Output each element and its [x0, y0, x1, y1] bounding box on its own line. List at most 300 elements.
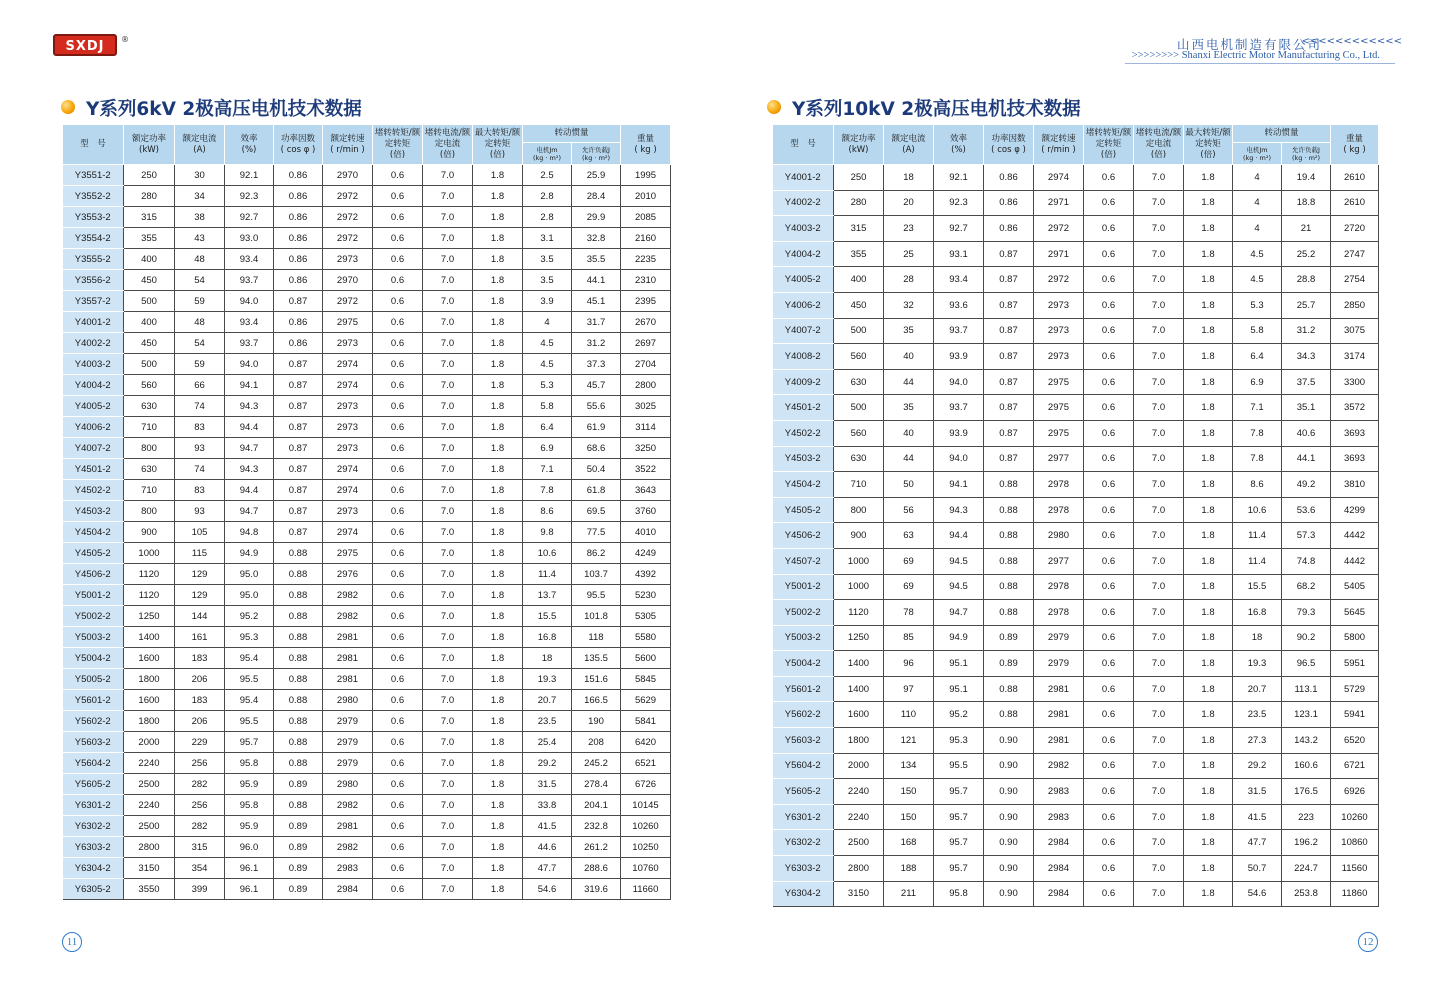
- data-cell: 1.8: [1184, 548, 1233, 574]
- data-cell: 0.89: [274, 879, 323, 900]
- data-cell: 7.0: [423, 270, 473, 291]
- header-power-factor: 功率因数 ( cos φ ): [274, 125, 323, 165]
- table-row: [63, 228, 671, 249]
- table-row: [63, 669, 671, 690]
- data-cell: 710: [834, 472, 884, 498]
- table-row: [63, 522, 671, 543]
- data-cell: 2085: [621, 207, 671, 228]
- data-cell: 2978: [1034, 472, 1084, 498]
- model-cell: Y5605-2: [63, 774, 124, 795]
- header-efficiency: 效率 (%): [934, 125, 984, 165]
- table-row: [773, 344, 1379, 370]
- data-cell: 0.88: [274, 732, 323, 753]
- data-cell: 94.3: [225, 396, 274, 417]
- data-cell: 2974: [323, 375, 373, 396]
- data-cell: 500: [834, 318, 884, 344]
- data-cell: 0.6: [1084, 472, 1134, 498]
- data-cell: 5841: [621, 711, 671, 732]
- data-cell: 211: [884, 881, 934, 907]
- data-cell: 7.0: [423, 711, 473, 732]
- data-cell: 2973: [323, 396, 373, 417]
- data-cell: 1.8: [473, 207, 523, 228]
- data-cell: 1000: [834, 574, 884, 600]
- data-cell: 7.0: [1134, 497, 1184, 523]
- data-cell: 1000: [124, 543, 175, 564]
- data-cell: 355: [834, 241, 884, 267]
- data-cell: 2982: [323, 795, 373, 816]
- data-cell: 0.88: [274, 543, 323, 564]
- data-cell: 2978: [1034, 497, 1084, 523]
- data-cell: 95.9: [225, 816, 274, 837]
- data-cell: 4.5: [1233, 267, 1282, 293]
- data-cell: 1.8: [473, 669, 523, 690]
- data-cell: 7.0: [423, 564, 473, 585]
- data-cell: 288.6: [572, 858, 621, 879]
- data-cell: 95.7: [934, 779, 984, 805]
- data-cell: 1.8: [1184, 318, 1233, 344]
- data-cell: 4: [1233, 216, 1282, 242]
- data-cell: 315: [124, 207, 175, 228]
- data-cell: 0.87: [984, 241, 1034, 267]
- table-row: [63, 627, 671, 648]
- data-cell: 0.6: [1084, 574, 1134, 600]
- data-cell: 7.0: [423, 816, 473, 837]
- data-cell: 50.4: [572, 459, 621, 480]
- model-cell: Y3552-2: [63, 186, 124, 207]
- table-row: [773, 600, 1379, 626]
- data-cell: 1.8: [473, 522, 523, 543]
- data-cell: 1.8: [473, 417, 523, 438]
- data-cell: 7.0: [423, 585, 473, 606]
- data-cell: 95.7: [225, 732, 274, 753]
- data-cell: 86.2: [572, 543, 621, 564]
- data-cell: 1600: [124, 648, 175, 669]
- data-cell: 1.8: [473, 711, 523, 732]
- data-cell: 28.8: [1282, 267, 1331, 293]
- data-cell: 19.4: [1282, 165, 1331, 191]
- data-cell: 0.6: [373, 669, 423, 690]
- data-cell: 103.7: [572, 564, 621, 585]
- data-cell: 2978: [1034, 574, 1084, 600]
- data-cell: 6926: [1331, 779, 1379, 805]
- data-cell: 93: [175, 501, 225, 522]
- data-cell: 7.0: [423, 606, 473, 627]
- data-cell: 2981: [1034, 702, 1084, 728]
- data-cell: 2310: [621, 270, 671, 291]
- data-cell: 2983: [1034, 804, 1084, 830]
- data-cell: 1.8: [1184, 753, 1233, 779]
- data-cell: 7.0: [1134, 728, 1184, 754]
- data-cell: 2800: [124, 837, 175, 858]
- data-cell: 6420: [621, 732, 671, 753]
- data-cell: 2240: [124, 795, 175, 816]
- model-cell: Y5604-2: [63, 753, 124, 774]
- data-cell: 29.2: [1233, 753, 1282, 779]
- data-cell: 25.9: [572, 165, 621, 186]
- model-cell: Y3551-2: [63, 165, 124, 186]
- registered-mark: ®: [121, 35, 129, 44]
- data-cell: 28: [884, 267, 934, 293]
- data-cell: 7.0: [423, 732, 473, 753]
- data-cell: 94.0: [225, 354, 274, 375]
- data-cell: 47.7: [523, 858, 572, 879]
- data-cell: 69: [884, 574, 934, 600]
- data-cell: 54.6: [1233, 881, 1282, 907]
- data-cell: 54: [175, 270, 225, 291]
- data-cell: 50.7: [1233, 856, 1282, 882]
- model-cell: Y3554-2: [63, 228, 124, 249]
- data-cell: 2977: [1034, 446, 1084, 472]
- model-cell: Y5002-2: [63, 606, 124, 627]
- data-cell: 0.88: [274, 753, 323, 774]
- data-cell: 5800: [1331, 625, 1379, 651]
- data-cell: 1.8: [473, 228, 523, 249]
- data-cell: 40: [884, 420, 934, 446]
- data-cell: 1.8: [1184, 369, 1233, 395]
- data-cell: 0.6: [373, 165, 423, 186]
- data-cell: 280: [124, 186, 175, 207]
- data-cell: 1.8: [473, 333, 523, 354]
- data-cell: 6521: [621, 753, 671, 774]
- data-cell: 7.0: [423, 774, 473, 795]
- model-cell: Y3553-2: [63, 207, 124, 228]
- data-cell: 7.0: [423, 837, 473, 858]
- data-cell: 630: [834, 369, 884, 395]
- data-cell: 143.2: [1282, 728, 1331, 754]
- data-cell: 176.5: [1282, 779, 1331, 805]
- data-cell: 45.7: [572, 375, 621, 396]
- data-cell: 6721: [1331, 753, 1379, 779]
- data-cell: 50: [884, 472, 934, 498]
- data-cell: 204.1: [572, 795, 621, 816]
- right-page-number: 12: [1358, 932, 1378, 952]
- data-cell: 95.1: [934, 676, 984, 702]
- data-cell: 1.8: [473, 480, 523, 501]
- data-cell: 57.3: [1282, 523, 1331, 549]
- data-cell: 3.9: [523, 291, 572, 312]
- data-cell: 35: [884, 318, 934, 344]
- data-cell: 3300: [1331, 369, 1379, 395]
- data-cell: 95.3: [934, 728, 984, 754]
- table-row: [63, 690, 671, 711]
- data-cell: 29.2: [523, 753, 572, 774]
- data-cell: 2984: [323, 879, 373, 900]
- data-cell: 0.87: [984, 395, 1034, 421]
- model-cell: Y4503-2: [773, 446, 834, 472]
- model-cell: Y6304-2: [773, 881, 834, 907]
- data-cell: 500: [124, 354, 175, 375]
- data-cell: 69.5: [572, 501, 621, 522]
- decorative-arrows: <<<<<<<<<<<<: [1301, 36, 1402, 47]
- table-row: [63, 417, 671, 438]
- data-cell: 1400: [834, 676, 884, 702]
- data-cell: 0.6: [1084, 548, 1134, 574]
- data-cell: 0.6: [1084, 676, 1134, 702]
- data-cell: 282: [175, 816, 225, 837]
- data-cell: 7.0: [423, 459, 473, 480]
- data-cell: 3643: [621, 480, 671, 501]
- model-cell: Y6301-2: [63, 795, 124, 816]
- data-cell: 900: [834, 523, 884, 549]
- data-cell: 3150: [124, 858, 175, 879]
- data-cell: 1.8: [473, 186, 523, 207]
- model-cell: Y5603-2: [773, 728, 834, 754]
- model-cell: Y4004-2: [773, 241, 834, 267]
- data-cell: 30: [175, 165, 225, 186]
- model-cell: Y6301-2: [773, 804, 834, 830]
- data-cell: 31.2: [1282, 318, 1331, 344]
- header-model: 型 号: [63, 125, 124, 165]
- data-cell: 35.1: [1282, 395, 1331, 421]
- data-cell: 183: [175, 648, 225, 669]
- data-cell: 85: [884, 625, 934, 651]
- data-cell: 166.5: [572, 690, 621, 711]
- model-cell: Y4009-2: [773, 369, 834, 395]
- model-cell: Y4506-2: [773, 523, 834, 549]
- data-cell: 2972: [1034, 216, 1084, 242]
- data-cell: 92.1: [934, 165, 984, 191]
- data-cell: 4: [1233, 190, 1282, 216]
- table-row: [63, 459, 671, 480]
- data-cell: 1800: [124, 711, 175, 732]
- data-cell: 77.5: [572, 522, 621, 543]
- data-cell: 93.9: [934, 420, 984, 446]
- data-cell: 0.6: [373, 837, 423, 858]
- data-cell: 94.1: [934, 472, 984, 498]
- table-row: [63, 543, 671, 564]
- data-cell: 6726: [621, 774, 671, 795]
- data-cell: 2240: [834, 804, 884, 830]
- data-cell: 0.6: [1084, 702, 1134, 728]
- data-cell: 95.8: [225, 753, 274, 774]
- data-cell: 94.8: [225, 522, 274, 543]
- data-cell: 315: [834, 216, 884, 242]
- data-cell: 7.0: [1134, 446, 1184, 472]
- table-row: [63, 375, 671, 396]
- model-cell: Y5002-2: [773, 600, 834, 626]
- data-cell: 2983: [323, 858, 373, 879]
- data-cell: 2974: [1034, 165, 1084, 191]
- table-row: [773, 267, 1379, 293]
- data-cell: 7.0: [1134, 574, 1184, 600]
- data-cell: 206: [175, 669, 225, 690]
- data-cell: 5.8: [523, 396, 572, 417]
- table-row: [773, 702, 1379, 728]
- data-cell: 0.6: [373, 228, 423, 249]
- data-cell: 44.6: [523, 837, 572, 858]
- model-cell: Y5004-2: [773, 651, 834, 677]
- data-cell: 113.1: [1282, 676, 1331, 702]
- data-cell: 0.6: [1084, 344, 1134, 370]
- data-cell: 7.0: [1134, 318, 1184, 344]
- data-cell: 44.1: [1282, 446, 1331, 472]
- data-cell: 15.5: [1233, 574, 1282, 600]
- data-cell: 79.3: [1282, 600, 1331, 626]
- data-cell: 0.87: [984, 318, 1034, 344]
- data-cell: 0.6: [373, 585, 423, 606]
- data-cell: 2976: [323, 564, 373, 585]
- data-cell: 0.87: [984, 369, 1034, 395]
- data-cell: 2973: [323, 249, 373, 270]
- data-cell: 93.4: [225, 249, 274, 270]
- data-cell: 150: [884, 804, 934, 830]
- data-cell: 31.7: [572, 312, 621, 333]
- data-cell: 33.8: [523, 795, 572, 816]
- header-locked-current: 堵转电流/额定电流 (倍): [1134, 125, 1184, 165]
- data-cell: 0.87: [984, 292, 1034, 318]
- data-cell: 0.87: [984, 446, 1034, 472]
- data-cell: 1.8: [473, 585, 523, 606]
- data-cell: 0.6: [373, 417, 423, 438]
- data-cell: 74.8: [1282, 548, 1331, 574]
- data-cell: 18: [884, 165, 934, 191]
- data-cell: 4299: [1331, 497, 1379, 523]
- data-cell: 10.6: [523, 543, 572, 564]
- data-cell: 25.4: [523, 732, 572, 753]
- data-cell: 56: [884, 497, 934, 523]
- data-cell: 1250: [834, 625, 884, 651]
- table-row: [773, 497, 1379, 523]
- header-inertia: 转动惯量: [523, 125, 621, 143]
- header-load-j: 允许负载J (kg · m²): [1282, 143, 1331, 165]
- data-cell: 37.3: [572, 354, 621, 375]
- data-cell: 0.6: [1084, 216, 1134, 242]
- model-cell: Y4004-2: [63, 375, 124, 396]
- data-cell: 18: [523, 648, 572, 669]
- data-cell: 93.7: [934, 318, 984, 344]
- data-cell: 7.0: [423, 627, 473, 648]
- data-cell: 7.0: [1134, 190, 1184, 216]
- model-cell: Y5003-2: [63, 627, 124, 648]
- model-cell: Y4505-2: [63, 543, 124, 564]
- data-cell: 3.5: [523, 270, 572, 291]
- data-cell: 0.6: [373, 795, 423, 816]
- data-cell: 0.90: [984, 856, 1034, 882]
- data-cell: 0.6: [1084, 446, 1134, 472]
- data-cell: 0.87: [274, 291, 323, 312]
- data-cell: 92.7: [225, 207, 274, 228]
- data-cell: 83: [175, 417, 225, 438]
- data-cell: 96: [884, 651, 934, 677]
- data-cell: 188: [884, 856, 934, 882]
- data-cell: 10260: [1331, 804, 1379, 830]
- data-cell: 280: [834, 190, 884, 216]
- data-cell: 7.0: [423, 291, 473, 312]
- right-spec-table: [772, 124, 1379, 907]
- data-cell: 3522: [621, 459, 671, 480]
- data-cell: 5580: [621, 627, 671, 648]
- data-cell: 90.2: [1282, 625, 1331, 651]
- data-cell: 0.6: [1084, 856, 1134, 882]
- data-cell: 0.6: [373, 774, 423, 795]
- data-cell: 2972: [323, 228, 373, 249]
- data-cell: 0.6: [1084, 497, 1134, 523]
- data-cell: 400: [834, 267, 884, 293]
- table-row: [773, 446, 1379, 472]
- data-cell: 7.0: [423, 417, 473, 438]
- data-cell: 2982: [323, 585, 373, 606]
- data-cell: 1.8: [1184, 625, 1233, 651]
- model-cell: Y4006-2: [63, 417, 124, 438]
- data-cell: 74: [175, 396, 225, 417]
- data-cell: 400: [124, 312, 175, 333]
- data-cell: 8.6: [1233, 472, 1282, 498]
- data-cell: 5729: [1331, 676, 1379, 702]
- right-table-body: [773, 165, 1379, 907]
- table-row: [63, 816, 671, 837]
- data-cell: 560: [124, 375, 175, 396]
- data-cell: 1.8: [1184, 856, 1233, 882]
- data-cell: 0.87: [274, 501, 323, 522]
- data-cell: 500: [834, 395, 884, 421]
- data-cell: 2984: [1034, 881, 1084, 907]
- data-cell: 94.7: [225, 438, 274, 459]
- data-cell: 0.88: [274, 627, 323, 648]
- data-cell: 0.88: [984, 574, 1034, 600]
- data-cell: 94.5: [934, 574, 984, 600]
- data-cell: 1.8: [473, 837, 523, 858]
- data-cell: 0.6: [373, 690, 423, 711]
- data-cell: 2977: [1034, 548, 1084, 574]
- data-cell: 0.6: [373, 858, 423, 879]
- data-cell: 1.8: [473, 648, 523, 669]
- data-cell: 0.6: [1084, 241, 1134, 267]
- data-cell: 94.0: [934, 446, 984, 472]
- data-cell: 2979: [323, 732, 373, 753]
- data-cell: 1120: [124, 564, 175, 585]
- data-cell: 2000: [834, 753, 884, 779]
- data-cell: 1.8: [1184, 651, 1233, 677]
- left-table-body: [63, 165, 671, 900]
- data-cell: 319.6: [572, 879, 621, 900]
- data-cell: 3075: [1331, 318, 1379, 344]
- data-cell: 0.86: [984, 190, 1034, 216]
- data-cell: 0.6: [373, 333, 423, 354]
- data-cell: 0.6: [1084, 190, 1134, 216]
- data-cell: 1.8: [473, 564, 523, 585]
- data-cell: 2980: [1034, 523, 1084, 549]
- data-cell: 0.90: [984, 804, 1034, 830]
- table-row: [63, 438, 671, 459]
- company-name-cn: 山西电机制造有限公司: [1176, 37, 1322, 52]
- data-cell: 61.9: [572, 417, 621, 438]
- data-cell: 0.86: [274, 312, 323, 333]
- model-cell: Y6305-2: [63, 879, 124, 900]
- data-cell: 1120: [834, 600, 884, 626]
- data-cell: 7.0: [1134, 753, 1184, 779]
- data-cell: 1.8: [1184, 881, 1233, 907]
- data-cell: 95.5: [572, 585, 621, 606]
- data-cell: 0.90: [984, 728, 1034, 754]
- data-cell: 3760: [621, 501, 671, 522]
- data-cell: 800: [124, 501, 175, 522]
- data-cell: 23.5: [1233, 702, 1282, 728]
- data-cell: 2747: [1331, 241, 1379, 267]
- data-cell: 4442: [1331, 523, 1379, 549]
- data-cell: 0.88: [274, 585, 323, 606]
- data-cell: 94.3: [934, 497, 984, 523]
- data-cell: 560: [834, 420, 884, 446]
- data-cell: 2010: [621, 186, 671, 207]
- data-cell: 1.8: [1184, 676, 1233, 702]
- data-cell: 94.9: [225, 543, 274, 564]
- data-cell: 83: [175, 480, 225, 501]
- header-model: 型 号: [773, 125, 834, 165]
- data-cell: 0.6: [1084, 804, 1134, 830]
- data-cell: 2983: [1034, 779, 1084, 805]
- data-cell: 61.8: [572, 480, 621, 501]
- data-cell: 95.5: [225, 711, 274, 732]
